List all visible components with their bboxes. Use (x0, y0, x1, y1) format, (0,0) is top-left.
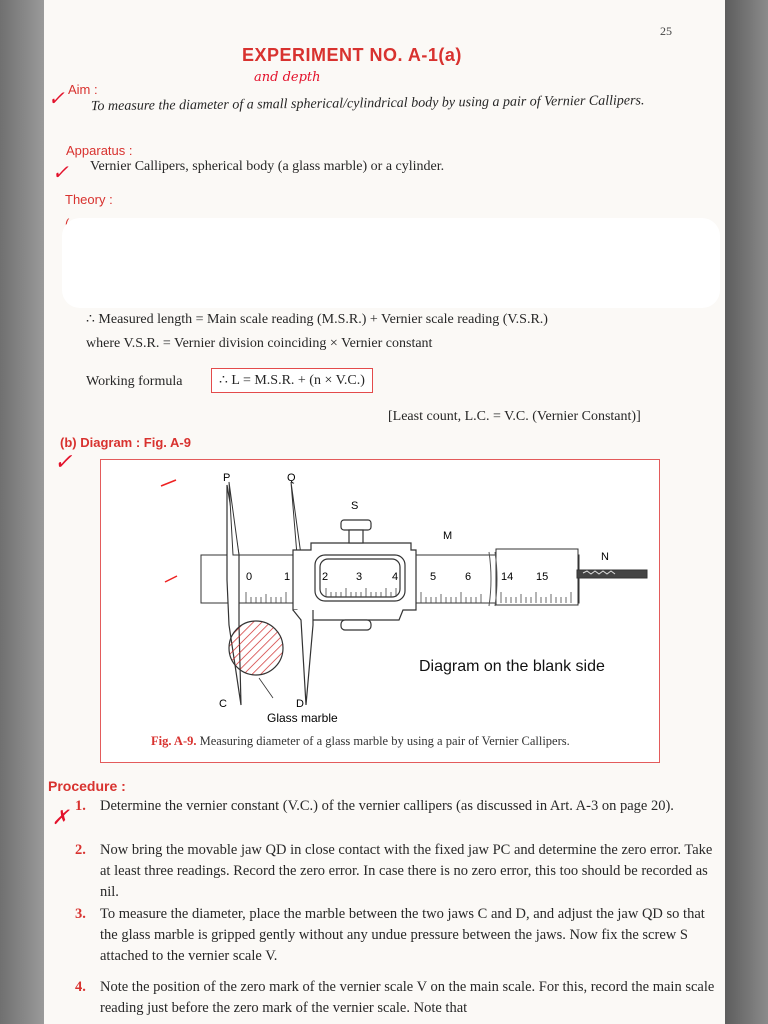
procedure-item (75, 840, 720, 903)
scale-number-14: 14 (501, 571, 514, 583)
scale-number-0: 0 (246, 571, 253, 583)
label-n: N (601, 551, 609, 563)
procedure-text: Note the position of the zero mark of the vernier scale V on the main scale. For this, record the main scale reading just before the zero mark of the vernier scale. Note that (100, 979, 715, 1016)
label-glass-marble: Glass marble (267, 711, 338, 725)
page-number: 25 (660, 24, 672, 38)
procedure-item (75, 796, 720, 817)
label-q: Q (287, 472, 296, 484)
theory-heading: Theory : (65, 192, 113, 207)
scale-number-6: 6 (465, 571, 472, 583)
check-mark-icon: ✓ (48, 86, 65, 110)
procedure-number: 3. (75, 906, 86, 922)
label-p: P (223, 472, 231, 484)
procedure-text: Determine the vernier constant (V.C.) of the vernier callipers (as discussed in Art. A-3 on page 20). (100, 798, 674, 814)
aim-heading: Aim : (68, 82, 98, 97)
check-mark-icon: ✓ (52, 160, 69, 184)
glass-marble (229, 621, 283, 675)
background-left (0, 0, 44, 1024)
working-formula: ∴ L = M.S.R. + (n × V.C.) (211, 368, 373, 393)
procedure-text: Now bring the movable jaw QD in close contact with the fixed jaw PC and determine the zero error. Take at least three readings. Record the zero error. In case there is no zero error, this too should be recorded as nil. (100, 842, 713, 900)
measured-length-line: ∴ Measured length = Main scale reading (M.S.R.) + Vernier scale reading (V.S.R.) (86, 312, 548, 327)
marble-pointer (259, 678, 273, 698)
diagram-box (100, 459, 660, 763)
experiment-title: EXPERIMENT NO. A-1(a) (242, 45, 462, 65)
document-page (44, 0, 725, 1024)
diagram-note: Diagram on the blank side (419, 658, 605, 675)
red-annotation-mark (161, 480, 176, 486)
procedure-number: 2. (75, 842, 86, 858)
procedure-number: 1. (75, 798, 86, 814)
scale-number-5: 5 (430, 571, 437, 583)
scale-number-3: 3 (356, 571, 363, 583)
working-formula-label: Working formula (86, 374, 183, 389)
diagram-heading: (b) Diagram : Fig. A-9 (60, 435, 191, 450)
movable-jaw (293, 610, 313, 705)
upper-movable-jaw-q (291, 482, 301, 555)
figure-caption (151, 734, 570, 749)
label-m: M (443, 530, 453, 542)
vernier-calliper-diagram (101, 460, 659, 762)
cross-mark-icon: ✗ (52, 805, 69, 829)
check-mark-icon: ✓ (54, 450, 73, 475)
scale-number-2: 2 (322, 571, 329, 583)
procedure-item (75, 904, 720, 967)
procedure-heading: Procedure : (48, 778, 126, 794)
scale-number-1: 1 (284, 571, 291, 583)
vsr-definition: where V.S.R. = Vernier division coinciding × Vernier constant (86, 336, 433, 351)
procedure-text: To measure the diameter, place the marble between the two jaws C and D, and adjust the jaw QD so that the glass marble is gripped gently without any undue pressure between the jaws. Now fix the screw S attached to the vernier scale V. (100, 906, 705, 964)
aim-text: To measure the diameter of a small spherical/cylindrical body by using a pair of Vernier Callipers. (90, 93, 645, 115)
background-right (725, 0, 768, 1024)
least-count-note: [Least count, L.C. = V.C. (Vernier Constant)] (388, 409, 641, 424)
label-c: C (219, 698, 227, 710)
main-scale (201, 549, 647, 606)
procedure-number: 4. (75, 979, 86, 995)
caption-text: Measuring diameter of a glass marble by using a pair of Vernier Callipers. (199, 734, 570, 748)
caption-prefix: Fig. A-9. (151, 734, 197, 748)
aim-annotation: and depth (254, 70, 321, 85)
scale-number-4: 4 (392, 571, 399, 583)
apparatus-text: Vernier Callipers, spherical body (a glass marble) or a cylinder. (90, 159, 445, 174)
scale-number-15: 15 (536, 571, 549, 583)
apparatus-heading: Apparatus : (66, 143, 133, 158)
label-d: D (296, 698, 304, 710)
redacted-area (62, 218, 720, 308)
red-annotation-mark (165, 576, 177, 582)
label-s: S (351, 500, 359, 512)
procedure-item (75, 977, 720, 1019)
